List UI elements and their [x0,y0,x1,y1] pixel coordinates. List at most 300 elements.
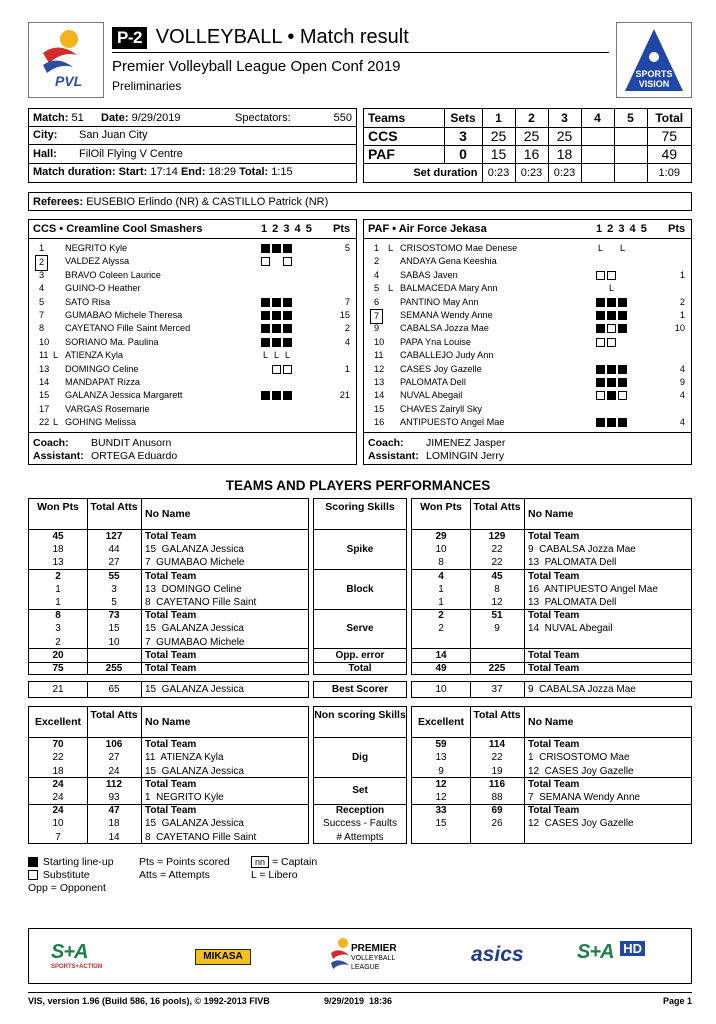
player-name: PALOMATA Dell [400,377,466,387]
player-points: 4 [679,363,685,374]
player-points: 4 [344,336,350,347]
player-number: 2 [35,255,48,270]
player-sets [261,309,294,322]
cell-atts: 3 [111,583,117,595]
player-number: 15 [374,403,385,414]
match-no: 51 [71,112,84,124]
cell-name: Total Team [145,570,197,582]
best-atts: 65 [108,684,120,696]
sub-square-icon [261,257,270,266]
cell-name: 15 GALANZA Jessica [145,765,244,777]
player-name: BRAVO Coleen Laurice [65,269,161,280]
cell-name: Total Team [145,778,197,790]
best-name: 9 CABALSA Jozza Mae [528,684,636,696]
hall: FilOil Flying V Centre [79,148,183,160]
skills-column [313,498,407,675]
cell-value: 59 [435,739,447,751]
player-number: 4 [374,269,380,280]
start-square-icon [596,298,605,307]
cell-atts: 51 [491,610,503,622]
phase: Preliminaries [112,79,182,93]
col-header-2: Total Atts [90,709,138,722]
team-a-assistant: ORTEGA Eduardo [91,450,178,462]
cell-name: Total Team [145,805,197,817]
player-number: 11 [374,350,384,361]
start-square-icon [618,378,627,387]
cell-atts: 14 [108,831,120,843]
libero-mark: L [388,283,394,294]
cell-value: 2 [438,610,444,622]
legend: Starting line-up Substitute Opp = Opponent Pts = Points scored Atts = Attempts nn = Captain L = Libero [28,856,318,894]
player-sets [261,322,294,335]
cell-name: 13 DOMINGO Celine [145,583,242,595]
cell-name: 7 SEMANA Wendy Anne [528,791,641,803]
player-number: 13 [374,377,385,387]
start-square-icon [272,338,281,347]
cell-atts: 225 [488,663,506,674]
match-label: Match: [33,112,69,124]
skill-label: Serve [346,623,374,635]
player-row [364,282,691,295]
footer-stamp: 9/29/2019 18:36 [324,996,393,1006]
player-points: 5 [344,243,350,253]
best-scorer-a [28,681,309,698]
title-divider [112,52,609,53]
start-square-icon [596,365,605,374]
cell-value: 49 [435,663,447,674]
cell-name: 14 NUVAL Abegail [528,623,613,635]
cell-name: Total Team [528,610,580,622]
player-row [364,296,691,309]
skills-header: Scoring Skills [325,501,395,513]
start-square-icon [283,324,292,333]
cell-atts: 88 [491,791,503,803]
score-table [363,108,692,183]
referees-names: EUSEBIO Erlindo (NR) & CASTILLO Patrick (NR) [86,196,329,208]
date-line [101,112,181,124]
player-number: 5 [39,296,45,307]
col-header-1: Excellent [417,716,465,729]
cell-atts: 18 [108,818,120,830]
start-square-icon [261,324,270,333]
cell-name: 9 CABALSA Jozza Mae [528,544,636,556]
substitute-icon [28,870,38,880]
player-points: 15 [339,310,350,320]
cell-value: 18 [52,765,64,777]
start-square-icon [283,298,292,307]
mikasa-logo: MIKASA [195,949,251,965]
col-header-1: Excellent [34,716,82,729]
player-number: 12 [374,363,385,374]
spectators-label: Spectators: [235,112,291,124]
start-square-icon [607,378,616,387]
start-square-icon [272,311,281,320]
player-sets [596,336,618,349]
skill-label: Reception [335,805,385,817]
cell-name: 15 GALANZA Jessica [145,623,244,635]
player-row [364,389,691,402]
cell-value: 9 [438,765,444,777]
sports-action-logo: S+A SPORTS+ACTION [51,941,103,970]
cell-name: 13 PALOMATA Dell [528,557,617,569]
sub-square-icon [596,391,605,400]
player-sets [596,363,629,376]
sports-vision-text-1: SPORTS [635,69,673,79]
perf-table-a [28,498,309,675]
start-square-icon [261,391,270,400]
start-square-icon [607,391,616,400]
cell-name: Total Team [528,663,580,674]
league-name: Premier Volleyball League Open Conf 2019 [112,58,401,75]
cell-value: 13 [435,752,447,764]
col-header-3: No Name [145,508,191,520]
player-name: NUVAL Abegail [400,390,463,401]
team-a-set-headers: 1 2 3 4 5 [261,223,312,235]
player-sets [261,389,294,402]
cell-value: 8 [55,610,61,622]
player-points: 4 [679,390,685,401]
cell-value: 1 [438,583,444,595]
cell-atts: 9 [494,623,500,635]
player-sets [596,322,629,335]
skill-label: Total [348,663,372,674]
player-number: 13 [39,363,50,374]
player-row [29,336,356,349]
cell-atts: 129 [488,531,506,542]
cell-value: 2 [55,636,61,648]
player-points: 10 [674,323,685,334]
player-number: 6 [374,296,380,307]
player-name: NEGRITO Kyle [65,243,128,253]
skills-header: Non scoring Skills [314,709,406,722]
footer-page: Page 1 [662,996,692,1006]
player-sets [596,282,618,295]
player-name: CAYETANO Fille Saint Merced [65,323,191,334]
score-row-ccs: CCS 3 25 25 25 75 [364,127,691,145]
player-points: 1 [679,269,685,280]
skill-label: Spike [346,544,374,556]
player-number: 11 [39,350,49,361]
player-sets [596,376,629,389]
skill-label: Opp. error [335,649,385,661]
libero-icon: L [608,283,614,294]
cell-name: 7 GUMABAO Michele [145,557,245,569]
player-sets [596,309,629,322]
cell-atts: 255 [105,663,123,674]
skill-label: Block [346,583,374,595]
sub-square-icon [607,324,616,333]
sports-vision-logo [616,22,692,98]
player-sets [261,349,294,362]
player-sets [261,296,294,309]
start-square-icon [596,311,605,320]
col-header-2: Total Atts [90,501,138,513]
cell-value: 8 [438,557,444,569]
cell-value: 7 [55,831,61,843]
cell-atts: 5 [111,597,117,608]
cell-atts: 73 [108,610,120,622]
libero-icon: L [619,243,625,253]
starting-icon [28,857,38,867]
sub-square-icon [607,271,616,280]
libero-icon: L [597,243,603,253]
player-row [364,376,691,389]
player-number: 4 [39,283,45,294]
cell-atts: 24 [108,765,120,777]
best-scorer-label: Best Scorer [331,684,389,696]
captain-box: nn [251,856,269,868]
cell-atts: 12 [491,597,503,608]
player-number: 8 [39,323,45,334]
start-square-icon [618,298,627,307]
player-number: 7 [39,310,45,320]
team-b-box: PAF • Air Force Jekasa 1 2 3 4 5 Pts 1 L CRISOSTOMO Mae Denese L L 2 ANDAYA Gena Keeshia 4 SABAS Javen 1 5 L BALMACEDA Mary Ann L 6 PANTINO May Ann 2 7 SEMANA Wendy Anne 1 9 CABALSA Jozza Mae 10 10 PAPA Yna Louise 11 CABALLEJO Judy Ann 12 CASES Joy Gazelle 4 13 PALOMATA Dell 9 14 NUVAL Abegail 4 15 CHAVES Zairyll Sky 16 ANTIPUESTO Angel Mae 4 Coach: JIMENEZ Jasper Assistant: LOMINGIN Jerry [363,219,692,465]
perf-table-a [28,706,309,844]
player-name: CABALLEJO Judy Ann [400,350,494,361]
pvl-sponsor-logo: PREMIER VOLLEYBALL LEAGUE [329,933,403,981]
start-square-icon [618,418,627,427]
player-row [29,403,356,416]
report-code: P-2 [112,27,147,49]
skill-label: Set [352,785,368,797]
player-number: 5 [374,283,380,294]
footer-version: VIS, version 1.96 (Build 586, 16 pools), © 1992-2013 FIVB [28,996,270,1006]
player-number: 17 [39,403,50,414]
title-line [112,26,409,49]
asics-logo: asics [471,943,524,966]
team-b-assistant: LOMINGIN Jerry [426,450,505,462]
player-name: CABALSA Jozza Mae [400,323,489,334]
cell-name: Total Team [528,570,580,582]
player-name: DOMINGO Celine [65,363,139,374]
cell-name: Total Team [145,739,197,751]
player-name: PAPA Yna Louise [400,336,471,347]
player-number: 16 [374,417,385,428]
skill-sub-label: # Attempts [336,831,384,843]
best-name: 15 GALANZA Jessica [145,684,244,696]
player-points: 7 [344,296,350,307]
team-a-title: CCS • Creamline Cool Smashers [33,223,203,235]
sub-square-icon [283,365,292,374]
start-square-icon [596,418,605,427]
cell-name: 1 NEGRITO Kyle [145,791,224,803]
player-row [29,416,356,429]
cell-name: 15 GALANZA Jessica [145,544,244,556]
team-b-set-headers: 1 2 3 4 5 [596,223,647,235]
player-name: GOHING Melissa [65,417,136,428]
player-name: SATO Risa [65,296,111,307]
cell-value: 29 [435,531,447,542]
cell-value: 20 [52,649,64,661]
player-number: 1 [39,243,45,253]
cell-value: 3 [55,623,61,635]
cell-atts: 116 [488,778,506,790]
sports-action-hd-logo: S+A HD [577,941,677,975]
player-sets [261,242,294,255]
player-sets [596,242,629,255]
player-sets [596,269,618,282]
skill-label: Dig [351,752,369,764]
best-scorer-b [411,681,692,698]
col-header-3: No Name [145,716,191,729]
cell-name: 16 ANTIPUESTO Angel Mae [528,583,658,595]
cell-atts: 106 [105,739,123,751]
col-header-3: No Name [528,508,574,520]
start-square-icon [272,324,281,333]
page-title: VOLLEYBALL • Match result [155,26,409,48]
libero-icon: L [284,350,290,361]
cell-name: Total Team [145,610,197,622]
cell-name: 12 CASES Joy Gazelle [528,818,634,830]
hall-label: Hall: [33,148,57,160]
cell-atts: 8 [494,583,500,595]
start-square-icon [283,391,292,400]
col-header-1: Won Pts [37,501,79,513]
team-b-pts-label: Pts [668,223,686,235]
performance-title: TEAMS AND PLAYERS PERFORMANCES [225,478,491,493]
start-square-icon [283,338,292,347]
player-name: MANDAPAT Rizza [65,377,141,387]
player-row [364,363,691,376]
player-name: GUINO-O Heather [65,283,141,294]
referees-box [28,192,692,211]
cell-value: 10 [435,544,447,556]
player-name: PANTINO May Ann [400,296,479,307]
player-row [29,282,356,295]
start-square-icon [283,311,292,320]
player-number: 22 [39,417,50,428]
player-sets [596,296,629,309]
player-points: 1 [344,363,350,374]
cell-name: Total Team [145,531,197,542]
cell-atts: 15 [108,623,120,635]
cell-value: 14 [435,649,447,661]
cell-atts: 55 [108,570,120,582]
player-number: 14 [374,390,385,401]
cell-value: 15 [435,818,447,830]
cell-value: 13 [52,557,64,569]
start-square-icon [618,311,627,320]
player-name: CRISOSTOMO Mae Denese [400,243,518,253]
cell-name: 13 PALOMATA Dell [528,597,617,608]
sports-vision-text-2: VISION [638,79,670,89]
cell-atts: 114 [488,739,506,751]
team-a-pts-label: Pts [333,223,351,235]
player-name: ATIENZA Kyla [65,350,124,361]
team-b-coach: JIMENEZ Jasper [426,437,506,449]
cell-atts: 69 [491,805,503,817]
player-name: SABAS Javen [400,269,458,280]
sub-square-icon [618,391,627,400]
start-square-icon [596,378,605,387]
sub-square-icon [596,338,605,347]
cell-name: Total Team [528,739,580,751]
start-square-icon [272,244,281,253]
player-row [29,309,356,322]
start-square-icon [261,338,270,347]
player-name: SORIANO Ma. Paulina [65,336,159,347]
team-b-title: PAF • Air Force Jekasa [368,223,487,235]
player-name: CASES Joy Gazelle [400,363,482,374]
cell-atts: 26 [491,818,503,830]
cell-value: 75 [52,663,64,674]
player-points: 1 [679,310,685,320]
libero-mark: L [388,243,394,253]
player-row [29,255,356,268]
sub-square-icon [272,365,281,374]
player-name: CHAVES Zairyll Sky [400,403,483,414]
cell-atts: 27 [108,752,120,764]
player-row [364,349,691,362]
skills-column [313,706,407,844]
col-header-3: No Name [528,716,574,729]
start-square-icon [261,311,270,320]
player-name: ANTIPUESTO Angel Mae [400,417,505,428]
cell-value: 10 [52,818,64,830]
perf-table-b [411,498,692,675]
start-square-icon [283,244,292,253]
best-atts: 37 [491,684,503,696]
player-name: GUMABAO Michele Theresa [65,310,183,320]
referees-label: Referees: [33,196,84,208]
cell-name: 12 CASES Joy Gazelle [528,765,634,777]
cell-value: 12 [435,778,447,790]
match-info-box [28,108,357,183]
total-time: 1:15 [271,166,293,178]
cell-name [528,637,531,648]
cell-name: Total Team [528,531,580,542]
col-header-1: Won Pts [420,501,462,513]
player-name: GALANZA Jessica Margarett [65,390,183,401]
spectators: 550 [333,112,352,124]
cell-value: 24 [52,805,64,817]
player-row [29,296,356,309]
end-time: 18:29 [208,166,236,178]
pvl-logo [28,22,104,98]
player-number: 9 [374,323,380,334]
cell-value: 4 [438,570,444,582]
cell-name: Total Team [528,778,580,790]
duration-line: Match duration: Start: 17:14 End: 18:29 Total: 1:15 [33,166,293,178]
pvl-logo-text: PVL [55,73,83,89]
start-square-icon [261,298,270,307]
cell-name: 8 CAYETANO Fille Saint [145,597,257,608]
player-number: 3 [39,269,45,280]
col-header-2: Total Atts [473,501,521,513]
player-name: VALDEZ Alyssa [65,256,130,267]
cell-atts: 27 [108,557,120,569]
player-number: 2 [374,256,380,267]
cell-value: 18 [52,544,64,556]
cell-value: 24 [52,778,64,790]
cell-atts: 19 [491,765,503,777]
player-row [29,389,356,402]
libero-mark: L [53,350,59,361]
cell-value: 45 [52,531,64,542]
team-a-box: CCS • Creamline Cool Smashers 1 2 3 4 5 Pts 1 NEGRITO Kyle 5 2 VALDEZ Alyssa 3 BRAVO Coleen Laurice 4 GUINO-O Heather 5 SATO Risa 7 7 GUMABAO Michele Theresa 15 8 CAYETANO Fille Saint Merced 2 10 SORIANO Ma. Paulina 4 11 L ATIENZA Kyla L L L 13 DOMINGO Celine 1 14 MANDAPAT Rizza 15 GALANZA Jessica Margarett 21 17 VARGAS Rosemarie 22 L GOHING Melissa Coach: BUNDIT Anusorn Assistant: ORTEGA Eduardo [28,219,357,465]
player-row [364,336,691,349]
player-number: 10 [374,336,385,347]
best-value: 10 [435,684,447,696]
start-square-icon [272,391,281,400]
player-name: SEMANA Wendy Anne [400,310,493,320]
player-number: 1 [374,243,380,253]
cell-atts: 127 [105,531,123,542]
player-row [29,349,356,362]
cell-atts: 45 [491,570,503,582]
player-points: 2 [344,323,350,334]
start-time: 17:14 [150,166,178,178]
